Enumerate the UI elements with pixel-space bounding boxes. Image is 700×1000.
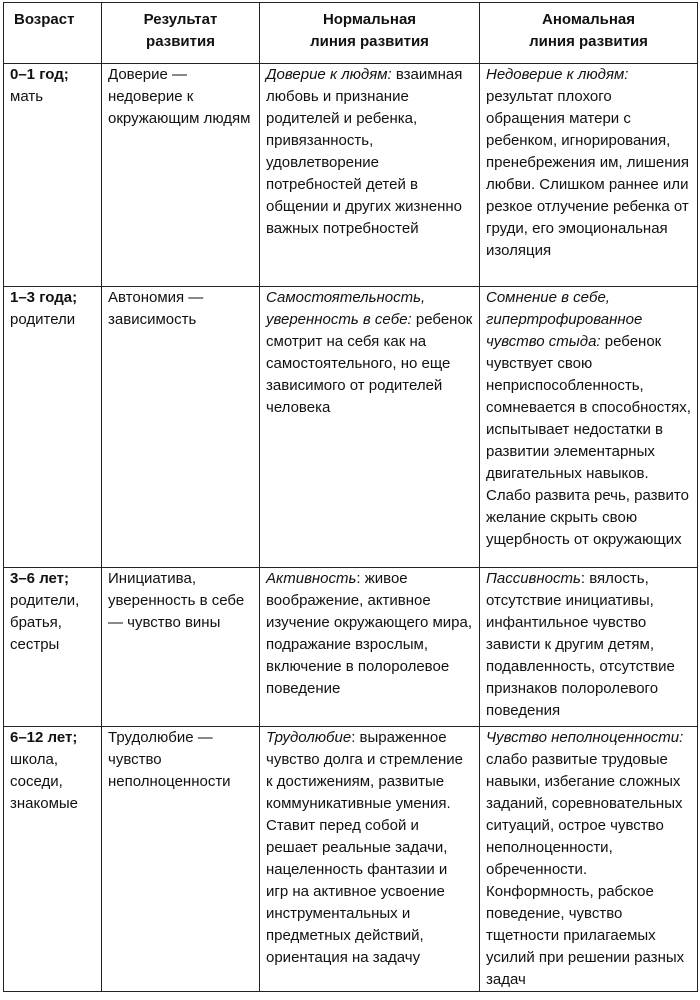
header-result: Результат развития (102, 3, 260, 64)
abnormal-line-cell: Сомнение в себе, гипертрофированное чувство стыда: ребенок чувствует свою неприспособленность, сомневается в способностях, испытывает недостатки в развитии элементарных двигательных навыков. Слабо развита речь, развито желание скрыть свою ущербность от окружающих (480, 287, 698, 568)
table-row (4, 287, 698, 568)
header-normal-line: Нормальная линия развития (260, 3, 480, 64)
abnormal-line-cell: Чувство неполноценности: слабо развитые трудовые навыки, избегание сложных заданий, соревновательных ситуаций, острое чувство неполноценности, обреченности. Конформность, рабское поведение, чувство тщетности прилагаемых усилий при решении разных задач (480, 727, 698, 992)
normal-line-cell: Активность: живое воображение, активное изучение окружающего мира, подражание взрослым, включение в полоролевое поведение (260, 568, 480, 727)
normal-line-cell: Доверие к людям: взаимная любовь и признание родителей и ребенка, привязанность, удовлетворение потребностей детей в общении и других жизненно важных потребностей (260, 64, 480, 287)
result-cell: Автономия — зависимость (102, 287, 260, 568)
abnormal-line-cell: Недоверие к людям: результат плохого обращения матери с ребенком, игнорирования, пренебрежения им, лишения любви. Слишком раннее или резкое отлучение ребенка от груди, его эмоциональная изоляция (480, 64, 698, 287)
table-row (4, 64, 698, 287)
table-row (4, 727, 698, 992)
table-row (4, 568, 698, 727)
header-row (4, 3, 698, 64)
abnormal-line-cell: Пассивность: вялость, отсутствие инициативы, инфантильное чувство зависти к другим детям, подавленность, отсутствие признаков полоролевого поведения (480, 568, 698, 727)
header-abnormal-line: Аномальная линия развития (480, 3, 698, 64)
result-cell: Инициатива, уверенность в себе — чувство вины (102, 568, 260, 727)
normal-line-cell: Самостоятельность, уверенность в себе: ребенок смотрит на себя как на самостоятельного, но еще зависимого от родителей человека (260, 287, 480, 568)
age-cell: 3–6 лет; родители, братья, сестры (4, 568, 102, 727)
table-header (4, 3, 698, 64)
age-cell: 6–12 лет; школа, соседи, знакомые (4, 727, 102, 992)
result-cell: Доверие — недоверие к окружающим людям (102, 64, 260, 287)
header-age: Возраст (4, 3, 102, 64)
age-cell: 0–1 год; мать (4, 64, 102, 287)
age-cell: 1–3 года; родители (4, 287, 102, 568)
result-cell: Трудолюбие — чувство неполноценности (102, 727, 260, 992)
development-stages-table (3, 2, 698, 992)
normal-line-cell: Трудолюбие: выраженное чувство долга и стремление к достижениям, развитые коммуникативные умения. Ставит перед собой и решает реальные задачи, нацеленность фантазии и игр на активное усвоение инструментальных и предметных действий, ориентация на задачу (260, 727, 480, 992)
